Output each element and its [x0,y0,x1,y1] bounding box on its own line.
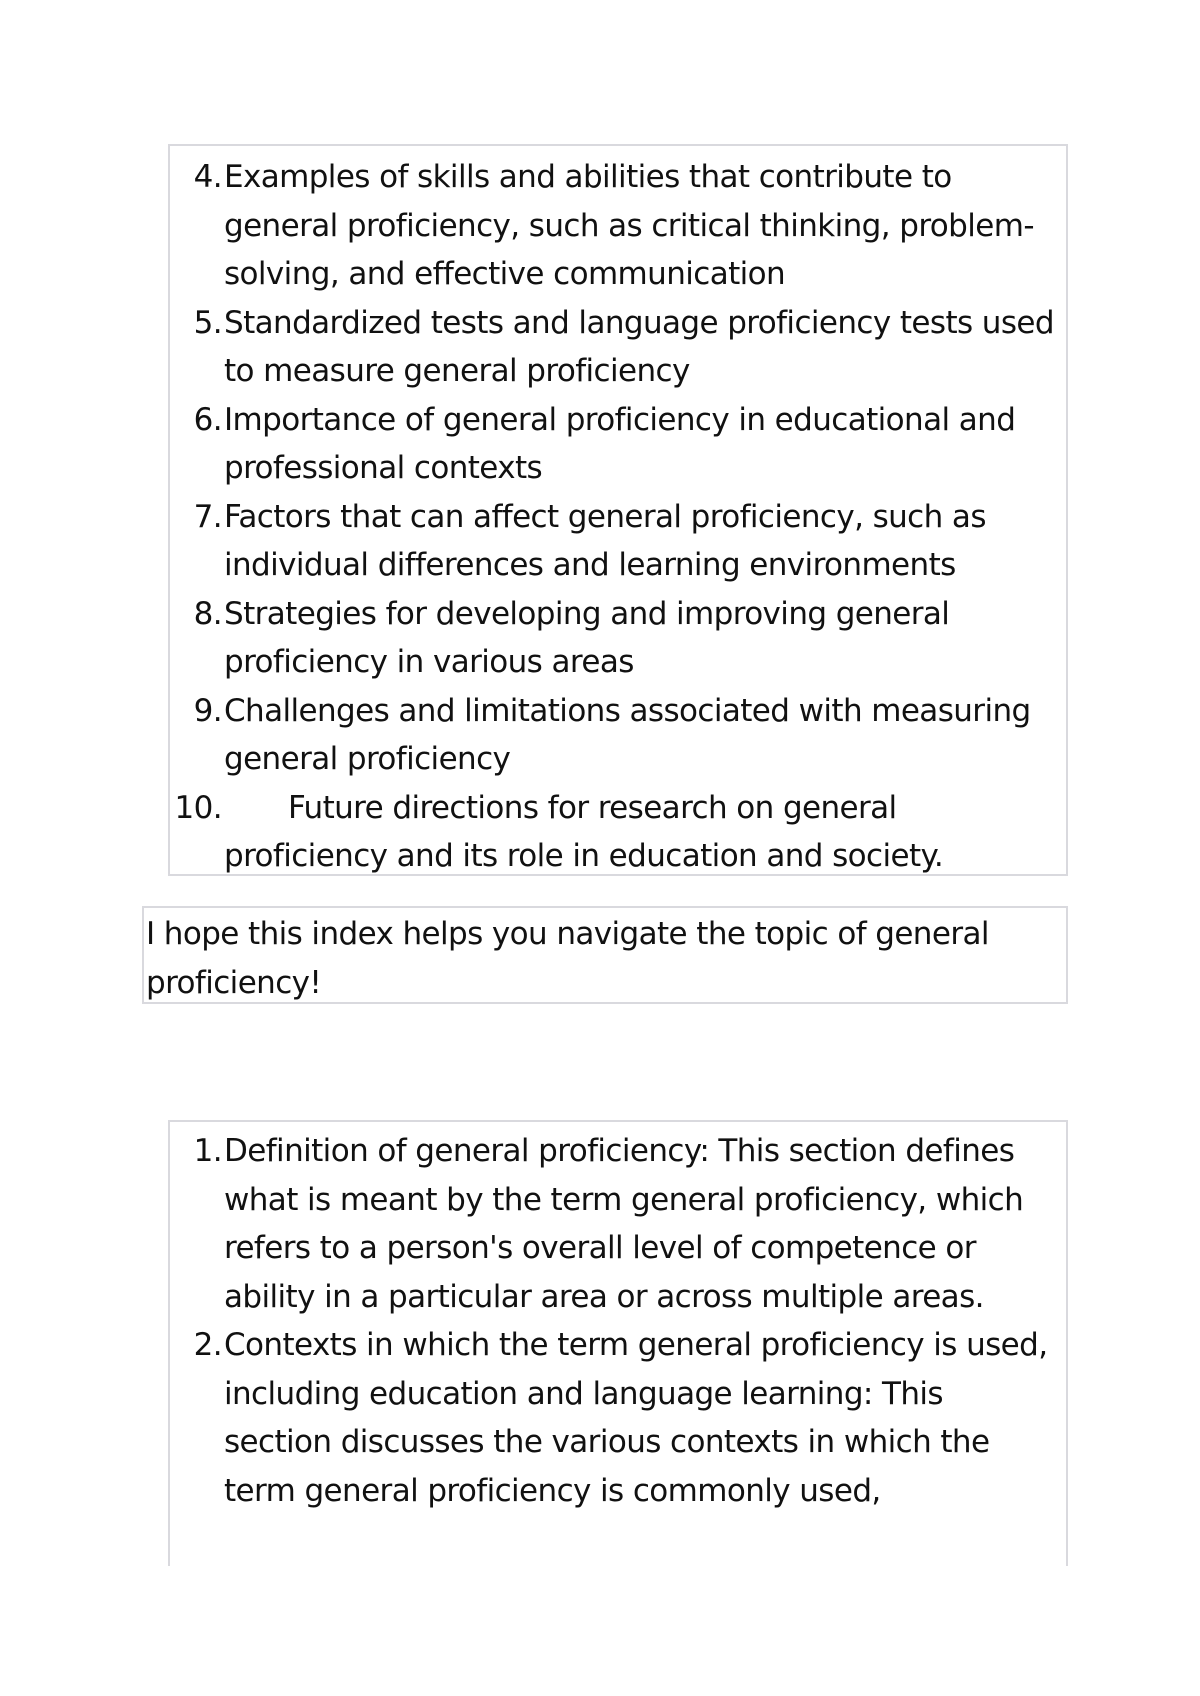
index-list-detailed [168,1120,1068,1566]
list-item-number [170,784,222,877]
list-item [170,396,1066,493]
list-item-number: 2. [193,1327,222,1363]
list-item-number: 8. [193,595,222,632]
list-item-number: 1. [193,1133,222,1169]
list-item-text: Challenges and limitations associated with measuring general proficiency [224,692,1031,777]
list-item-number: 7. [193,498,222,535]
list-item-text: Strategies for developing and improving general proficiency in various areas [224,595,950,680]
list-item-text-content: Future directions for research on general proficiency and its role in education and society. [224,789,944,874]
list-item-text: Standardized tests and language proficiency tests used to measure general proficiency [224,304,1054,389]
list-item [170,1127,1066,1321]
list-item [170,299,1066,396]
closing-text: I hope this index helps you navigate the topic of general proficiency! [146,916,989,1001]
list-item-text: Examples of skills and abilities that contribute to general proficiency, such as critical thinking, problem-solving, and effective communication [224,159,1034,292]
numbered-list [170,1122,1066,1515]
list-item-number: 5. [193,304,222,341]
list-item [170,1321,1066,1515]
numbered-list [170,146,1066,876]
list-item [170,687,1066,784]
index-list-continued [168,144,1068,876]
list-item-text: Factors that can affect general proficiency, such as individual differences and learning environments [224,498,986,583]
list-item-number-label: 10. [174,789,222,826]
list-item-number: 6. [193,401,222,438]
list-item [170,493,1066,590]
list-item [170,590,1066,687]
list-item-text: Importance of general proficiency in educational and professional contexts [224,401,1016,486]
list-item-number: 4. [193,159,222,195]
list-item [170,784,1066,877]
list-item [170,153,1066,299]
list-item-text: Definition of general proficiency: This section defines what is meant by the term general proficiency, which refers to a person's overall level of competence or ability in a particular area or across multiple areas. [224,1133,1024,1315]
list-item-text: Contexts in which the term general proficiency is used, including education and language learning: This section discusses the various contexts in which the term general proficiency is commonly used, [224,1327,1048,1509]
closing-note [142,906,1068,1004]
list-item-number: 9. [193,692,222,729]
list-item-text [222,784,1066,877]
